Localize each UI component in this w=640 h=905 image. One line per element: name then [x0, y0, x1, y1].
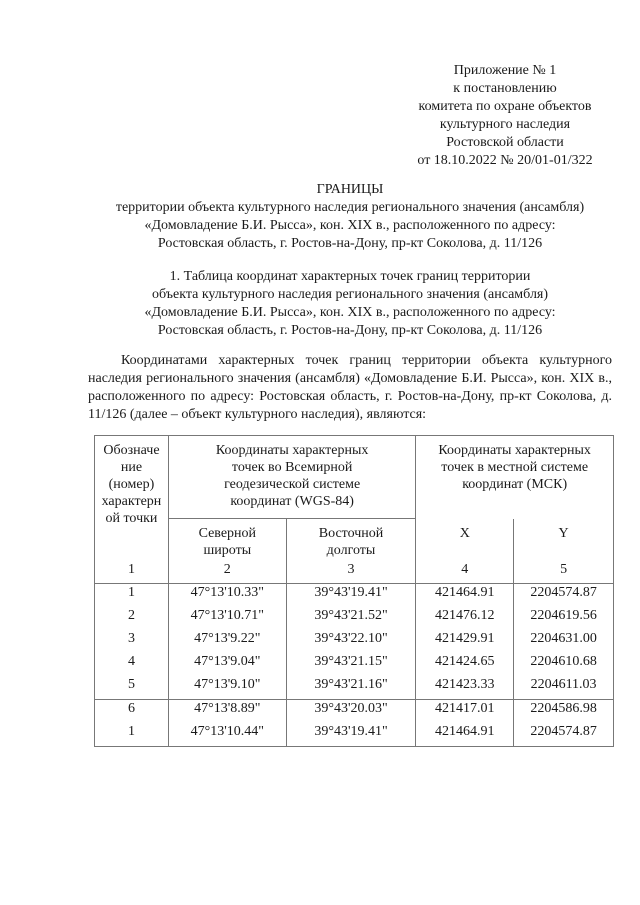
table-row — [95, 676, 614, 700]
header-lat-line: Северной — [198, 526, 257, 541]
header-lat-line: широты — [203, 543, 252, 558]
table-header-row — [95, 436, 614, 519]
header-x: X — [416, 519, 514, 562]
document-title — [60, 181, 640, 253]
header-point-line: Обозначе — [103, 443, 160, 458]
header-point-line: ние — [120, 460, 143, 475]
table-row — [95, 653, 614, 676]
coordinates-table — [94, 435, 614, 747]
intro-paragraph: Координатами характерных точек границ территории объекта культурного наследия регионального значения (ансамбля) «Домовладение Б.И. Рысса», кон. XIX в., расположенного по адресу: Ростовская область, г. Ростов-на-Дону, пр-кт Соколова, д. 11/126 (далее – объект культурного наследия), являются: — [88, 353, 612, 422]
header-lat — [168, 519, 286, 562]
header-lon — [286, 519, 416, 562]
cell-y: 2204631.00 — [514, 630, 614, 653]
cell-lon: 39°43'20.03" — [286, 700, 416, 724]
cell-lat: 47°13'9.10" — [168, 676, 286, 700]
cell-lat: 47°13'10.33" — [168, 584, 286, 608]
title-line: Ростовская область, г. Ростов-на-Дону, пр-кт Соколова, д. 11/126 — [157, 236, 543, 251]
cell-point: 4 — [95, 653, 169, 676]
cell-y: 2204610.68 — [514, 653, 614, 676]
header-msk-line: координат (МСК) — [462, 477, 568, 492]
table-numbering-row — [95, 561, 614, 584]
appendix-line: Ростовской области — [446, 135, 564, 150]
cell-point: 1 — [95, 584, 169, 608]
header-wgs-line: Координаты характерных — [215, 443, 369, 458]
cell-x: 421464.91 — [416, 723, 514, 747]
section-line: 1. Таблица координат характерных точек границ территории — [169, 269, 531, 284]
header-y: Y — [514, 519, 614, 562]
table-row — [95, 607, 614, 630]
cell-lat: 47°13'8.89" — [168, 700, 286, 724]
appendix-line: комитета по охране объектов — [418, 99, 592, 114]
cell-point: 2 — [95, 607, 169, 630]
section-title — [60, 268, 640, 340]
cell-x: 421424.65 — [416, 653, 514, 676]
cell-x: 421464.91 — [416, 584, 514, 608]
header-wgs — [168, 436, 415, 519]
cell-lon: 39°43'21.52" — [286, 607, 416, 630]
header-msk-line: Координаты характерных — [438, 443, 591, 458]
header-lon-line: Восточной — [318, 526, 384, 541]
cell-point: 1 — [95, 723, 169, 747]
cell-y: 2204574.87 — [514, 723, 614, 747]
cell-y: 2204574.87 — [514, 584, 614, 608]
appendix-line: культурного наследия — [439, 117, 571, 132]
title-line: территории объекта культурного наследия регионального значения (ансамбля) — [115, 200, 585, 215]
appendix-line: Приложение № 1 — [453, 63, 557, 78]
cell-x: 421429.91 — [416, 630, 514, 653]
cell-y: 2204586.98 — [514, 700, 614, 724]
cell-lon: 39°43'19.41" — [286, 584, 416, 608]
appendix-block — [380, 62, 630, 170]
col-number: 2 — [168, 561, 286, 584]
header-point-line: (номер) — [108, 477, 155, 492]
col-number: 3 — [286, 561, 416, 584]
table-row — [95, 584, 614, 608]
table-row — [95, 723, 614, 747]
header-point-line: ой точки — [105, 511, 158, 526]
cell-point: 6 — [95, 700, 169, 724]
title-line: «Домовладение Б.И. Рысса», кон. XIX в., расположенного по адресу: — [144, 218, 556, 233]
table-row — [95, 630, 614, 653]
cell-y: 2204619.56 — [514, 607, 614, 630]
col-number: 5 — [514, 561, 614, 584]
table-subheader-row — [95, 519, 614, 562]
table-row — [95, 700, 614, 724]
title-heading: ГРАНИЦЫ — [316, 182, 384, 197]
header-wgs-line: точек во Всемирной — [231, 460, 353, 475]
header-msk — [416, 436, 614, 519]
cell-point: 3 — [95, 630, 169, 653]
section-line: «Домовладение Б.И. Рысса», кон. XIX в., расположенного по адресу: — [144, 305, 556, 320]
section-line: Ростовская область, г. Ростов-на-Дону, пр-кт Соколова, д. 11/126 — [157, 323, 543, 338]
cell-x: 421476.12 — [416, 607, 514, 630]
appendix-line: к постановлению — [453, 81, 557, 96]
cell-lon: 39°43'19.41" — [286, 723, 416, 747]
cell-x: 421423.33 — [416, 676, 514, 700]
cell-x: 421417.01 — [416, 700, 514, 724]
cell-lon: 39°43'21.15" — [286, 653, 416, 676]
header-lon-line: долготы — [326, 543, 376, 558]
cell-lat: 47°13'9.22" — [168, 630, 286, 653]
cell-lat: 47°13'9.04" — [168, 653, 286, 676]
cell-lat: 47°13'10.44" — [168, 723, 286, 747]
col-number: 1 — [95, 561, 169, 584]
cell-lat: 47°13'10.71" — [168, 607, 286, 630]
section-line: объекта культурного наследия регионального значения (ансамбля) — [151, 287, 549, 302]
cell-point: 5 — [95, 676, 169, 700]
header-point-line: характерн — [101, 494, 162, 509]
cell-lon: 39°43'21.16" — [286, 676, 416, 700]
cell-lon: 39°43'22.10" — [286, 630, 416, 653]
header-wgs-line: координат (WGS-84) — [230, 494, 354, 509]
header-msk-line: точек в местной системе — [441, 460, 589, 475]
header-wgs-line: геодезической системе — [224, 477, 361, 492]
appendix-line: от 18.10.2022 № 20/01-01/322 — [417, 153, 593, 168]
col-number: 4 — [416, 561, 514, 584]
cell-y: 2204611.03 — [514, 676, 614, 700]
header-point — [95, 436, 169, 562]
